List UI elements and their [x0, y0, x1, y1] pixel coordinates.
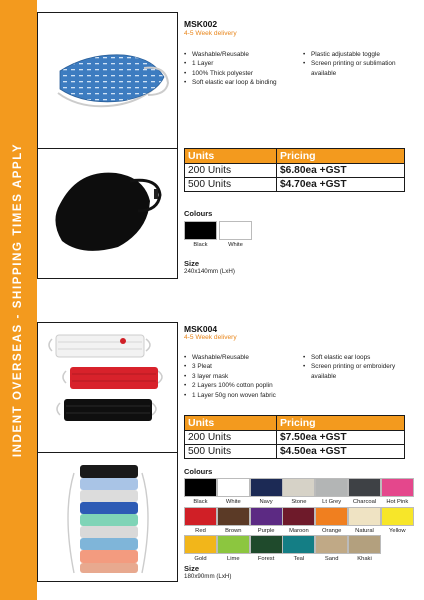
colour-chip [282, 478, 315, 497]
colour-swatch-orange [315, 507, 348, 534]
colour-name: White [225, 499, 241, 505]
colour-swatch-hot-pink [381, 478, 414, 505]
colour-name: Maroon [289, 527, 309, 534]
colour-name: Sand [324, 556, 339, 562]
colour-name: White [228, 242, 243, 248]
table-row [185, 178, 405, 192]
units-cell: 200 Units [185, 431, 277, 445]
feature-item: • Soft elastic ear loops [303, 353, 403, 362]
price-cell: $6.80ea +GST [277, 164, 405, 178]
colour-name: Purple [257, 527, 275, 534]
black-mask-image [38, 149, 178, 279]
feature-item: • 3 layer mask [184, 372, 306, 381]
colour-name: Charcoal [352, 499, 377, 505]
feature-item: • Plastic adjustable toggle [303, 50, 403, 59]
colour-swatch-white [219, 221, 252, 248]
colour-chip [250, 478, 283, 497]
feature-item: • Soft elastic ear loop & binding [184, 78, 302, 87]
feature-item: • 2 Layers 100% cotton poplin [184, 381, 306, 390]
colour-chip [250, 507, 283, 526]
colour-swatch-navy [250, 478, 283, 505]
feature-list-right [303, 50, 403, 78]
colour-chip [282, 507, 315, 526]
colour-chip [315, 507, 348, 526]
feature-list-left [184, 50, 302, 88]
price-cell: $4.70ea +GST [277, 178, 405, 192]
pricing-table [184, 148, 405, 192]
feature-item: • 3 Pleat [184, 362, 306, 371]
colour-name: Yellow [389, 527, 406, 534]
price-cell: $7.50ea +GST [277, 431, 405, 445]
colour-name: Hot Pink [386, 499, 409, 505]
colour-chip [282, 535, 315, 554]
colour-swatch-black [184, 478, 217, 505]
colour-swatch-forest [250, 535, 283, 562]
colours-heading: Colours [184, 209, 213, 218]
colour-swatch-natural [348, 507, 381, 534]
colour-swatch-purple [250, 507, 283, 534]
pricing-header: Pricing [277, 149, 405, 164]
colour-name: Black [193, 499, 208, 505]
feature-item: • 1 Layer [184, 59, 302, 68]
product-code: MSK002 [184, 19, 218, 29]
sidebar-banner-text: INDENT OVERSEAS - SHIPPING TIMES APPLY [12, 142, 24, 458]
colour-chip [184, 507, 217, 526]
colour-chip [348, 507, 381, 526]
colour-swatch-charcoal [348, 478, 381, 505]
colour-chip [219, 221, 252, 240]
table-row [185, 431, 405, 445]
colour-swatch-black [184, 221, 217, 248]
colour-name: Khaki [357, 556, 372, 562]
colour-name: Lt Grey [322, 499, 342, 505]
size-value: 240x140mm (LxH) [184, 268, 235, 275]
colour-swatch-brown [217, 507, 250, 534]
colour-swatch-maroon [282, 507, 315, 534]
price-cell: $4.50ea +GST [277, 445, 405, 459]
pricing-table [184, 415, 405, 459]
size-heading: Size [184, 259, 200, 268]
colour-name: Lime [227, 556, 240, 562]
units-cell: 200 Units [185, 164, 277, 178]
colour-chip [217, 535, 250, 554]
pricing-header: Pricing [277, 416, 405, 431]
colour-chip [217, 507, 250, 526]
feature-item: • Washable/Reusable [184, 353, 306, 362]
colour-swatch-white [217, 478, 250, 505]
product-image-msk004-stack [37, 452, 178, 582]
feature-item: • Screen printing or embroidery available [303, 362, 403, 381]
colour-name: Black [193, 242, 208, 248]
colour-chip [250, 535, 283, 554]
feature-item: • 100% Thick polyester [184, 69, 302, 78]
product-image-msk002-front [37, 12, 178, 149]
sidebar-banner [0, 0, 37, 600]
colour-chip [315, 535, 348, 554]
feature-item: • Screen printing or sublimation available [303, 59, 403, 78]
colour-name: Orange [322, 527, 342, 534]
delivery-time: 4-5 Week delivery [184, 30, 237, 37]
colour-swatch-lt-grey [315, 478, 348, 505]
colour-chip [184, 221, 217, 240]
stacked-masks-image [38, 453, 178, 582]
colour-swatch-sand [315, 535, 348, 562]
units-cell: 500 Units [185, 445, 277, 459]
colour-name: Forest [257, 556, 275, 562]
colour-swatch-yellow [381, 507, 414, 534]
colour-name: Gold [194, 556, 207, 562]
colour-swatch-teal [282, 535, 315, 562]
colour-chip [381, 507, 414, 526]
colour-name: Navy [259, 499, 273, 505]
colours-heading: Colours [184, 467, 213, 476]
table-row [185, 445, 405, 459]
colour-chip [217, 478, 250, 497]
table-row [185, 164, 405, 178]
units-header: Units [185, 416, 277, 431]
delivery-time: 4-5 Week delivery [184, 334, 237, 341]
feature-list-left [184, 353, 306, 400]
feature-item: • Washable/Reusable [184, 50, 302, 59]
feature-item: • 1 Layer 50g non woven fabric [184, 391, 306, 400]
colour-chip [184, 535, 217, 554]
colour-name: Red [195, 527, 206, 534]
colour-swatch-stone [282, 478, 315, 505]
blue-mask-image [38, 13, 178, 149]
colour-chip [348, 535, 381, 554]
units-cell: 500 Units [185, 178, 277, 192]
colour-chip [315, 478, 348, 497]
product-code: MSK004 [184, 324, 218, 334]
colour-chip [381, 478, 414, 497]
colour-swatch-lime [217, 535, 250, 562]
colour-swatch-gold [184, 535, 217, 562]
pleated-masks-image [38, 323, 178, 453]
colour-name: Stone [291, 499, 307, 505]
colour-chip [348, 478, 381, 497]
units-header: Units [185, 149, 277, 164]
colour-swatch-khaki [348, 535, 381, 562]
size-heading: Size [184, 564, 200, 573]
colour-name: Natural [355, 527, 374, 534]
feature-list-right [303, 353, 403, 381]
size-value: 180x90mm (LxH) [184, 573, 232, 580]
colour-name: Teal [293, 556, 305, 562]
colour-name: Brown [225, 527, 242, 534]
colour-chip [184, 478, 217, 497]
product-image-msk004-flat [37, 322, 178, 453]
product-image-msk002-side [37, 148, 178, 279]
colour-swatch-red [184, 507, 217, 534]
